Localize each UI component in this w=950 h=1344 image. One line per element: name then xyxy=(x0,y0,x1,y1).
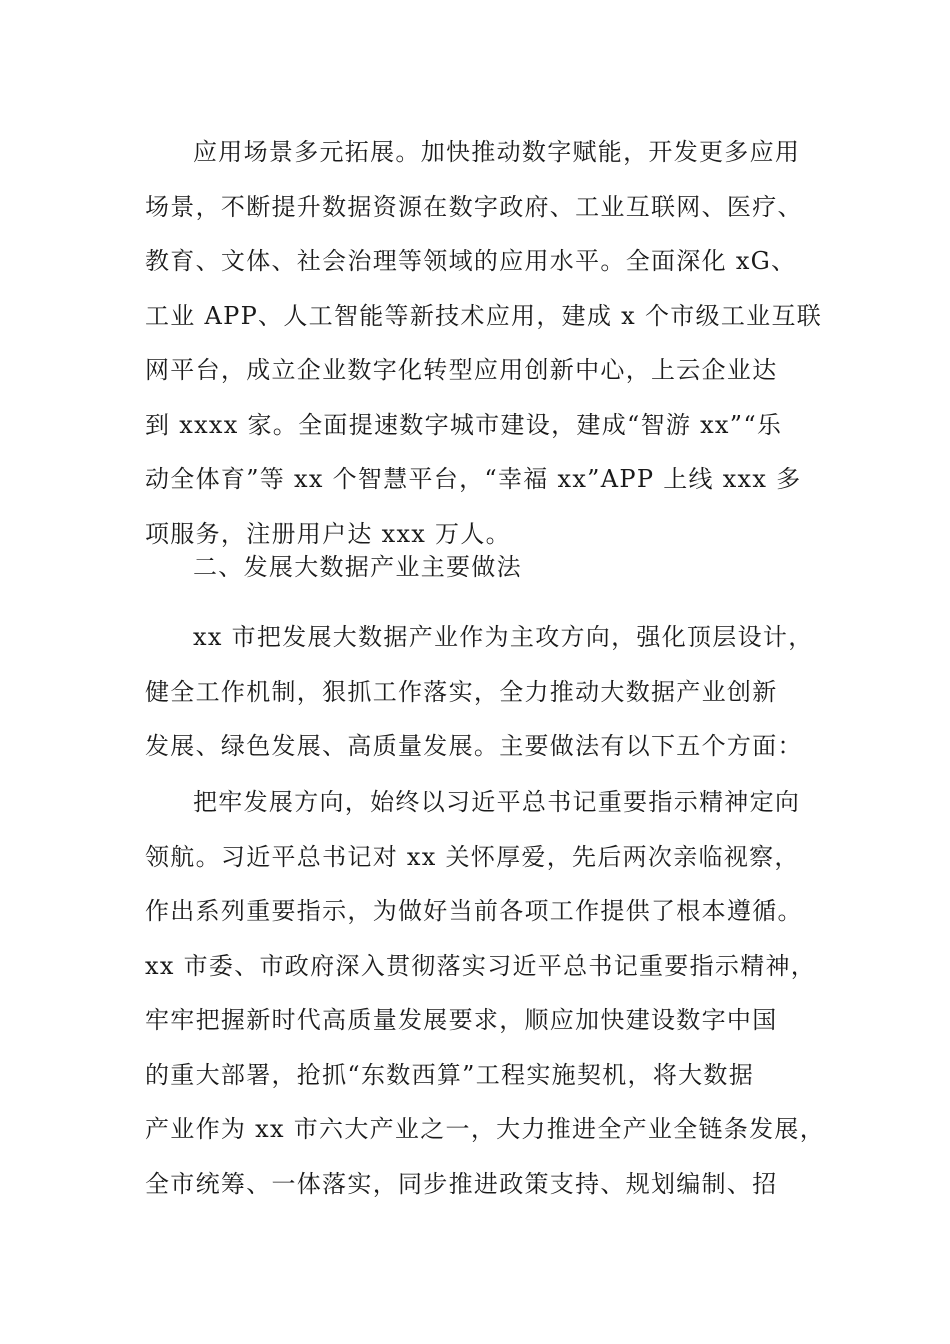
text-line: 发展、绿色发展、高质量发展。主要做法有以下五个方面： xyxy=(145,732,803,760)
text-line: 全市统筹、一体落实，同步推进政策支持、规划编制、招 xyxy=(145,1169,778,1198)
section-heading xyxy=(145,540,810,595)
paragraph-development-direction xyxy=(145,775,826,1211)
text-line: 作出系列重要指示，为做好当前各项工作提供了根本遵循。 xyxy=(145,897,803,925)
text-line: 教育、文体、社会治理等领域的应用水平。全面深化 xG、 xyxy=(145,247,797,275)
heading-line: 二、发展大数据产业主要做法 xyxy=(193,553,522,581)
text-line: 牢牢把握新时代高质量发展要求，顺应加快建设数字中国 xyxy=(145,1006,778,1034)
text-line: 到 xxxx 家。全面提速数字城市建设，建成“智游 xx”“乐 xyxy=(145,410,783,439)
text-line: 场景，不断提升数据资源在数字政府、工业互联网、医疗、 xyxy=(145,192,803,221)
text-line: 的重大部署，抢抓“东数西算”工程实施契机，将大数据 xyxy=(145,1060,755,1089)
text-line: 应用场景多元拓展。加快推动数字赋能，开发更多应用 xyxy=(193,138,801,166)
paragraph-application-scenarios xyxy=(145,125,823,561)
text-line: 网平台，成立企业数字化转型应用创新中心，上云企业达 xyxy=(145,356,778,384)
text-line: 把牢发展方向，始终以习近平总书记重要指示精神定向 xyxy=(193,788,801,816)
text-line: 项服务，注册用户达 xxx 万人。 xyxy=(145,519,511,548)
paragraph-main-approach xyxy=(145,610,814,774)
text-line: 健全工作机制，狠抓工作落实，全力推动大数据产业创新 xyxy=(145,677,778,706)
text-line: 领航。习近平总书记对 xx 关怀厚爱，先后两次亲临视察， xyxy=(145,842,800,871)
text-line: 动全体育”等 xx 个智慧平台，“幸福 xx”APP 上线 xxx 多 xyxy=(145,465,802,493)
text-line: 产业作为 xx 市六大产业之一，大力推进全产业全链条发展， xyxy=(145,1115,826,1143)
text-line: 工业 APP、人工智能等新技术应用，建成 x 个市级工业互联 xyxy=(145,301,823,330)
text-line: xx 市把发展大数据产业作为主攻方向，强化顶层设计， xyxy=(193,623,814,651)
text-line: xx 市委、市政府深入贯彻落实习近平总书记重要指示精神， xyxy=(145,951,817,980)
